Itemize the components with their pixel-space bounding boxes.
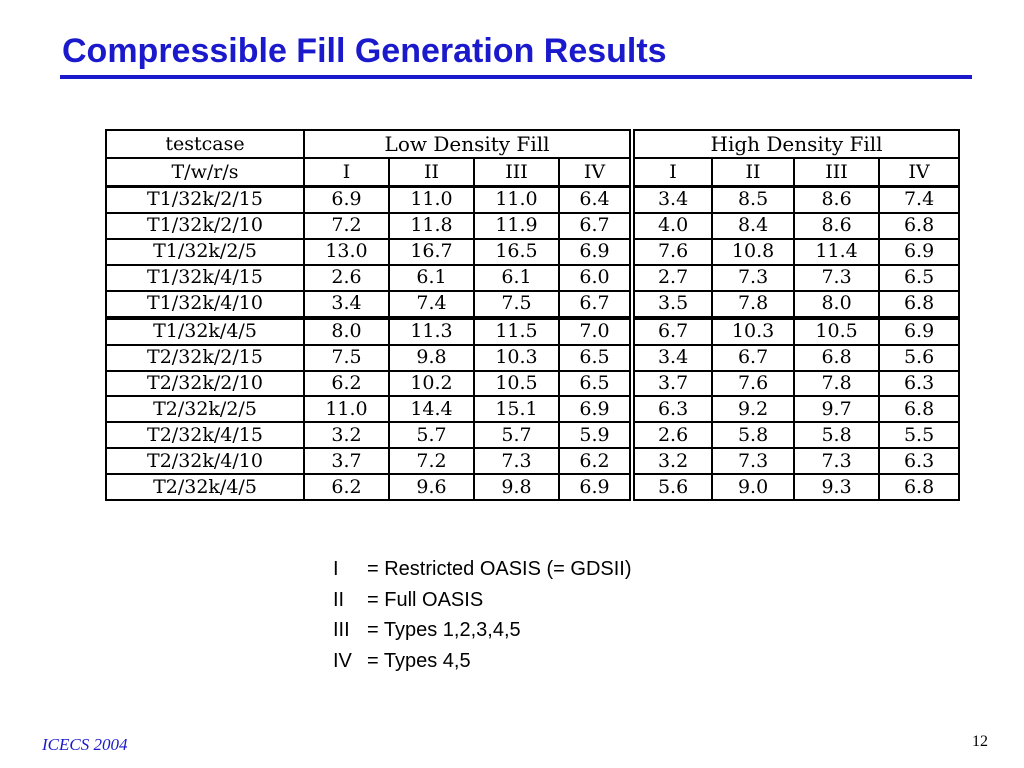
value-cell: 5.5: [879, 422, 959, 448]
value-cell: 6.8: [879, 213, 959, 239]
value-cell: 11.3: [389, 318, 474, 345]
value-cell: 9.0: [712, 474, 794, 500]
value-cell: 11.5: [474, 318, 559, 345]
legend-text: = Types 4,5: [367, 649, 471, 672]
value-cell: 7.8: [794, 371, 879, 397]
value-cell: 7.3: [474, 448, 559, 474]
testcase-cell: T1/32k/4/5: [106, 318, 304, 345]
header-params: T/w/r/s: [106, 158, 304, 187]
value-cell: 6.3: [879, 371, 959, 397]
value-cell: 6.3: [632, 396, 712, 422]
value-cell: 7.6: [632, 239, 712, 265]
header-high-density-fill: High Density Fill: [632, 130, 959, 158]
table-row: [106, 187, 959, 213]
subcol-header: IV: [879, 158, 959, 187]
testcase-cell: T1/32k/2/5: [106, 239, 304, 265]
legend-code: IV: [333, 649, 352, 672]
value-cell: 11.0: [304, 396, 389, 422]
table-row: [106, 318, 959, 345]
value-cell: 11.0: [389, 187, 474, 213]
value-cell: 9.3: [794, 474, 879, 500]
testcase-cell: T1/32k/4/10: [106, 291, 304, 318]
value-cell: 6.7: [632, 318, 712, 345]
legend-item: [333, 615, 632, 646]
table-header-row-subcols: [106, 158, 959, 187]
value-cell: 3.4: [632, 345, 712, 371]
testcase-cell: T2/32k/4/15: [106, 422, 304, 448]
value-cell: 6.3: [879, 448, 959, 474]
value-cell: 7.3: [712, 448, 794, 474]
value-cell: 9.6: [389, 474, 474, 500]
testcase-cell: T2/32k/4/10: [106, 448, 304, 474]
value-cell: 6.7: [559, 291, 632, 318]
testcase-cell: T1/32k/2/15: [106, 187, 304, 213]
value-cell: 9.8: [389, 345, 474, 371]
value-cell: 8.5: [712, 187, 794, 213]
subcol-header: III: [474, 158, 559, 187]
value-cell: 3.4: [304, 291, 389, 318]
value-cell: 10.3: [712, 318, 794, 345]
results-table-container: [105, 129, 958, 501]
value-cell: 6.9: [559, 239, 632, 265]
value-cell: 7.3: [794, 265, 879, 291]
value-cell: 6.9: [559, 474, 632, 500]
value-cell: 6.5: [559, 345, 632, 371]
value-cell: 7.4: [389, 291, 474, 318]
legend-item: [333, 646, 632, 677]
value-cell: 6.1: [389, 265, 474, 291]
value-cell: 8.6: [794, 187, 879, 213]
legend-code: I: [333, 558, 339, 580]
testcase-cell: T2/32k/2/15: [106, 345, 304, 371]
title-underline: [60, 75, 972, 79]
testcase-cell: T2/32k/2/10: [106, 371, 304, 397]
value-cell: 13.0: [304, 239, 389, 265]
value-cell: 3.2: [632, 448, 712, 474]
value-cell: 6.8: [794, 345, 879, 371]
testcase-cell: T1/32k/4/15: [106, 265, 304, 291]
value-cell: 3.7: [632, 371, 712, 397]
value-cell: 6.4: [559, 187, 632, 213]
value-cell: 5.6: [632, 474, 712, 500]
table-row: [106, 396, 959, 422]
subcol-header: III: [794, 158, 879, 187]
table-row: [106, 422, 959, 448]
value-cell: 5.9: [559, 422, 632, 448]
table-header-row-groups: [106, 130, 959, 158]
value-cell: 7.6: [712, 371, 794, 397]
value-cell: 7.2: [304, 213, 389, 239]
value-cell: 3.4: [632, 187, 712, 213]
value-cell: 10.5: [794, 318, 879, 345]
value-cell: 10.2: [389, 371, 474, 397]
subcol-header: I: [304, 158, 389, 187]
value-cell: 11.0: [474, 187, 559, 213]
table-row: [106, 239, 959, 265]
subcol-header: II: [389, 158, 474, 187]
value-cell: 7.5: [304, 345, 389, 371]
table-row: [106, 213, 959, 239]
value-cell: 10.5: [474, 371, 559, 397]
value-cell: 16.5: [474, 239, 559, 265]
value-cell: 2.6: [304, 265, 389, 291]
value-cell: 11.9: [474, 213, 559, 239]
value-cell: 3.2: [304, 422, 389, 448]
value-cell: 5.6: [879, 345, 959, 371]
value-cell: 3.5: [632, 291, 712, 318]
legend-text: = Full OASIS: [367, 588, 484, 611]
value-cell: 6.2: [304, 371, 389, 397]
legend-text: = Types 1,2,3,4,5: [367, 619, 521, 641]
value-cell: 7.4: [879, 187, 959, 213]
value-cell: 6.9: [304, 187, 389, 213]
value-cell: 6.7: [559, 213, 632, 239]
value-cell: 7.0: [559, 318, 632, 345]
value-cell: 6.8: [879, 291, 959, 318]
value-cell: 8.0: [794, 291, 879, 318]
legend-item: [333, 554, 632, 585]
value-cell: 9.7: [794, 396, 879, 422]
value-cell: 6.2: [304, 474, 389, 500]
value-cell: 7.3: [794, 448, 879, 474]
value-cell: 7.8: [712, 291, 794, 318]
value-cell: 6.5: [879, 265, 959, 291]
value-cell: 5.8: [794, 422, 879, 448]
value-cell: 5.7: [389, 422, 474, 448]
legend-code: III: [333, 619, 350, 641]
value-cell: 6.9: [879, 318, 959, 345]
value-cell: 6.0: [559, 265, 632, 291]
value-cell: 6.2: [559, 448, 632, 474]
value-cell: 10.8: [712, 239, 794, 265]
value-cell: 11.8: [389, 213, 474, 239]
table-row: [106, 345, 959, 371]
legend-code: II: [333, 588, 345, 611]
table-row: [106, 474, 959, 500]
legend-item: [333, 585, 632, 616]
subcol-header: I: [632, 158, 712, 187]
testcase-cell: T2/32k/4/5: [106, 474, 304, 500]
footer-conference: ICECS 2004: [42, 735, 128, 754]
value-cell: 6.7: [712, 345, 794, 371]
value-cell: 7.2: [389, 448, 474, 474]
testcase-cell: T2/32k/2/5: [106, 396, 304, 422]
value-cell: 2.7: [632, 265, 712, 291]
legend-text: = Restricted OASIS (= GDSII): [367, 558, 632, 580]
value-cell: 6.1: [474, 265, 559, 291]
table-row: [106, 265, 959, 291]
value-cell: 7.5: [474, 291, 559, 318]
value-cell: 5.7: [474, 422, 559, 448]
testcase-cell: T1/32k/2/10: [106, 213, 304, 239]
table-row: [106, 291, 959, 318]
table-row: [106, 448, 959, 474]
header-low-density-fill: Low Density Fill: [304, 130, 632, 158]
value-cell: 4.0: [632, 213, 712, 239]
value-cell: 6.9: [879, 239, 959, 265]
value-cell: 14.4: [389, 396, 474, 422]
value-cell: 2.6: [632, 422, 712, 448]
value-cell: 16.7: [389, 239, 474, 265]
value-cell: 15.1: [474, 396, 559, 422]
header-testcase: testcase: [106, 130, 304, 158]
value-cell: 8.4: [712, 213, 794, 239]
subcol-header: IV: [559, 158, 632, 187]
subcol-header: II: [712, 158, 794, 187]
value-cell: 3.7: [304, 448, 389, 474]
table-row: [106, 371, 959, 397]
value-cell: 11.4: [794, 239, 879, 265]
value-cell: 10.3: [474, 345, 559, 371]
value-cell: 9.2: [712, 396, 794, 422]
results-table: [105, 129, 960, 501]
value-cell: 8.0: [304, 318, 389, 345]
slide-title: Compressible Fill Generation Results: [62, 32, 667, 70]
page-number: 12: [972, 733, 988, 750]
value-cell: 5.8: [712, 422, 794, 448]
value-cell: 6.8: [879, 474, 959, 500]
value-cell: 6.9: [559, 396, 632, 422]
value-cell: 7.3: [712, 265, 794, 291]
value-cell: 9.8: [474, 474, 559, 500]
table-body: [106, 187, 959, 501]
value-cell: 6.8: [879, 396, 959, 422]
legend: [333, 554, 632, 676]
value-cell: 8.6: [794, 213, 879, 239]
value-cell: 6.5: [559, 371, 632, 397]
